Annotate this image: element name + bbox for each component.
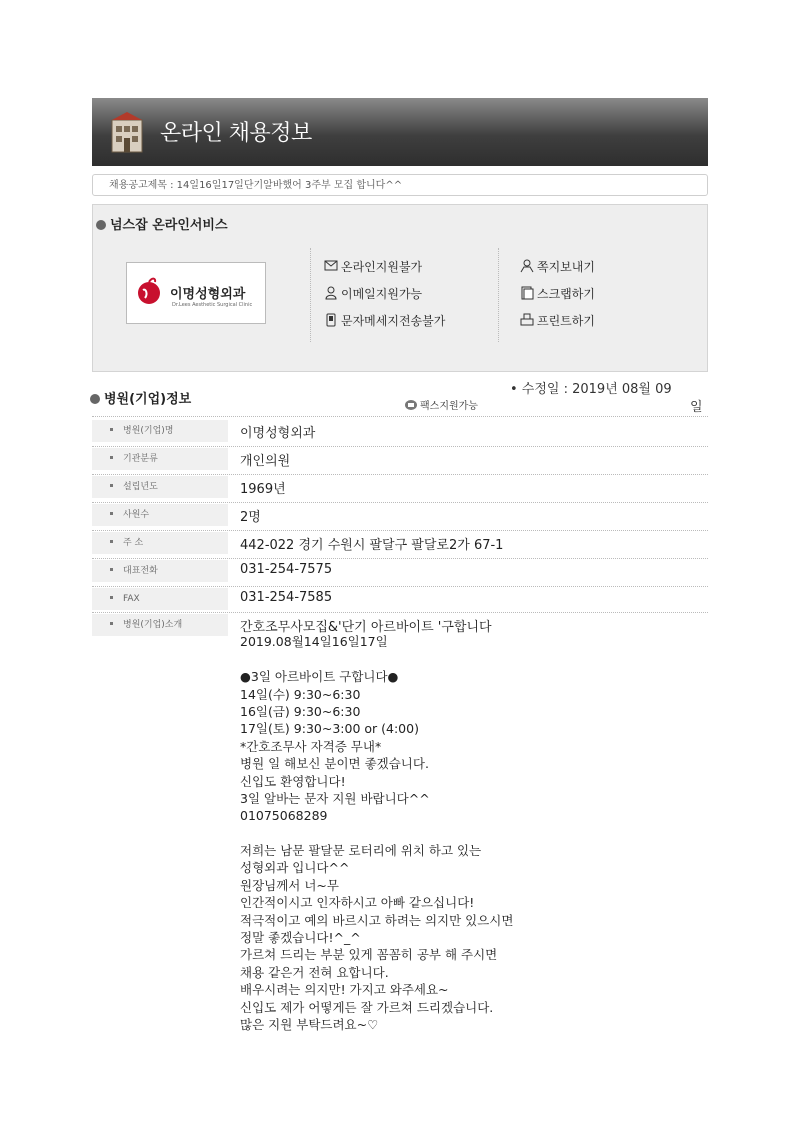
clinic-logo-icon <box>136 276 162 306</box>
intro-line: 16일(금) 9:30~6:30 <box>240 703 361 719</box>
intro-line: 배우시려는 의지만! 가지고 와주세요~ <box>240 982 449 998</box>
value-employees: 2명 <box>240 510 261 525</box>
email-apply-link[interactable] <box>324 285 422 302</box>
phone-icon <box>324 313 338 327</box>
row-divider <box>92 502 708 503</box>
email-apply-icon <box>324 286 338 300</box>
intro-line: ●3일 아르바이트 구합니다● <box>240 669 399 685</box>
online-apply-status <box>324 258 422 275</box>
intro-line <box>240 616 710 633</box>
intro-line <box>240 825 710 842</box>
print-button[interactable] <box>520 312 595 329</box>
printer-icon <box>520 313 534 327</box>
value-introduction: 간호조무사모집&'단기 아르바이트 '구합니다 <box>240 620 492 635</box>
building-icon <box>110 110 144 154</box>
intro-line: 원장님께서 너~무 <box>240 877 339 893</box>
modified-date: • 수정일 : 2019년 08월 09 <box>510 382 672 397</box>
label-hospital-name: 병원(기업)명 <box>92 420 228 442</box>
job-subject: 채용공고제목 : 14일16일17일단기알바했어 3주부 모집 합니다^^ <box>92 174 708 196</box>
row-divider <box>92 612 708 613</box>
label-category: 기관분류 <box>92 448 228 470</box>
scrap-label: 스크랩하기 <box>537 287 595 301</box>
page-title: 온라인 채용정보 <box>160 121 312 146</box>
intro-line: 17일(토) 9:30~3:00 or (4:00) <box>240 721 419 737</box>
row-divider <box>92 586 708 587</box>
send-message-label: 쪽지보내기 <box>537 260 595 274</box>
row-divider <box>92 530 708 531</box>
person-icon <box>520 259 534 273</box>
intro-line: 많은 지원 부탁드려요~♡ <box>240 1016 379 1032</box>
sms-apply-label: 문자메세지전송불가 <box>341 314 446 328</box>
row-divider <box>92 446 708 447</box>
fax-icon <box>404 399 418 411</box>
label-phone: 대표전화 <box>92 560 228 582</box>
row-divider <box>92 558 708 559</box>
service-divider <box>498 248 499 342</box>
sms-apply-status <box>324 312 445 329</box>
introduction-text <box>240 616 710 1033</box>
value-category: 개인의원 <box>240 454 291 469</box>
clinic-logo-name: 이명성형외과 <box>170 287 246 302</box>
label-employees: 사원수 <box>92 504 228 526</box>
row-divider <box>92 416 708 417</box>
hospital-info-title-text: 병원(기업)정보 <box>104 392 192 407</box>
service-title-text: 넘스잡 온라인서비스 <box>110 218 228 233</box>
service-title <box>96 214 228 233</box>
intro-line: 정말 좋겠습니다!^_^ <box>240 930 361 946</box>
service-divider <box>310 248 311 342</box>
scrap-button[interactable] <box>520 285 595 302</box>
hospital-info-title <box>90 388 191 407</box>
value-fax: 031-254-7585 <box>240 590 333 605</box>
fax-apply-status <box>404 397 478 412</box>
intro-line: 적극적이고 예의 바르시고 하려는 의지만 있으시면 <box>240 912 514 928</box>
bullet-icon <box>90 394 100 404</box>
label-fax: FAX <box>92 588 228 610</box>
intro-line: 가르쳐 드리는 부분 있게 꼼꼼히 공부 해 주시면 <box>240 947 498 963</box>
print-label: 프린트하기 <box>537 314 595 328</box>
label-founded: 설립년도 <box>92 476 228 498</box>
intro-line: 14일(수) 9:30~6:30 <box>240 686 361 702</box>
intro-line: 채용 같은거 전혀 요합니다. <box>240 964 389 980</box>
value-hospital-name: 이명성형외과 <box>240 426 316 441</box>
intro-line: 01075068289 <box>240 808 328 824</box>
intro-line: *간호조무사 자격증 무내* <box>240 738 382 754</box>
fax-apply-label: 팩스지원가능 <box>420 401 478 412</box>
scrap-icon <box>520 286 534 300</box>
online-apply-icon <box>324 259 338 273</box>
label-address: 주 소 <box>92 532 228 554</box>
intro-line <box>240 651 710 668</box>
row-divider <box>92 474 708 475</box>
value-phone: 031-254-7575 <box>240 562 333 577</box>
intro-line: 인간적이시고 인자하시고 아빠 같으십니다! <box>240 895 475 911</box>
label-introduction: 병원(기업)소개 <box>92 614 228 636</box>
value-founded: 1969년 <box>240 482 286 497</box>
modified-date-tail: 일 <box>690 400 703 415</box>
intro-line: 저희는 남문 팔달문 로터리에 위치 하고 있는 <box>240 843 482 859</box>
value-address: 442-022 경기 수원시 팔달구 팔달로2가 67-1 <box>240 538 504 553</box>
intro-line: 성형외과 입니다^^ <box>240 860 350 876</box>
intro-line: 2019.08월14일16일17일 <box>240 634 388 650</box>
intro-line: 신입도 환영합니다! <box>240 773 346 789</box>
email-apply-label: 이메일지원가능 <box>341 287 423 301</box>
send-message-button[interactable] <box>520 258 595 275</box>
online-apply-label: 온라인지원불가 <box>341 260 423 274</box>
intro-line: 병원 일 해보신 분이면 좋겠습니다. <box>240 756 429 772</box>
bullet-icon <box>96 220 106 230</box>
intro-line: 3일 알바는 문자 지원 바랍니다^^ <box>240 790 430 806</box>
clinic-logo-subtitle: Dr.Lees Aesthetic Surgical Clinic <box>172 302 253 308</box>
intro-line: 신입도 제가 어떻게든 잘 가르쳐 드리겠습니다. <box>240 999 494 1015</box>
